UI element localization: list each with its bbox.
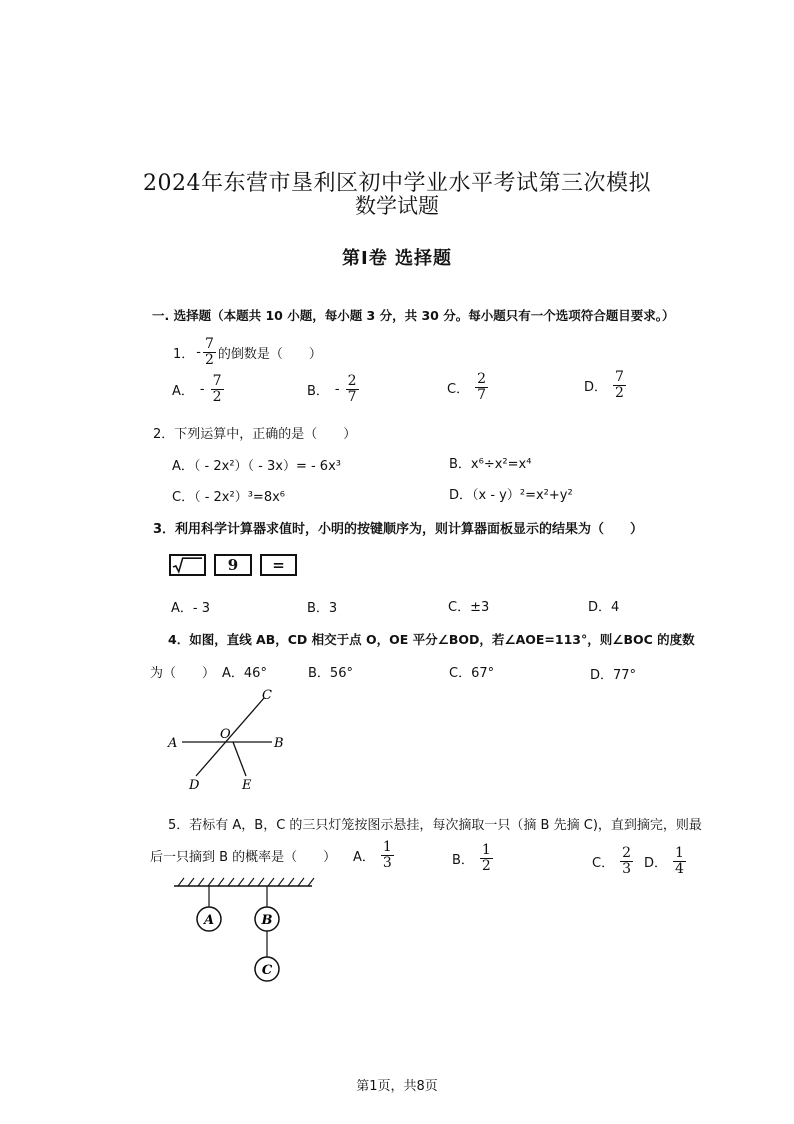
option-label: D．	[644, 855, 668, 871]
option-label: A．	[172, 383, 194, 399]
question-1-stem	[173, 337, 322, 367]
frac-num: 2	[622, 845, 631, 861]
option-label: B．	[452, 852, 474, 868]
q3-option-b[interactable]	[307, 597, 337, 616]
q4-option-a[interactable]	[222, 662, 267, 681]
option-text: - 3	[192, 601, 211, 616]
q4-option-d[interactable]	[590, 664, 636, 683]
option-fraction	[211, 374, 224, 404]
q5-option-d[interactable]	[644, 846, 686, 876]
q1-option-d[interactable]	[584, 370, 626, 400]
label-o: O	[220, 727, 231, 742]
option-sign: -	[199, 381, 205, 397]
q2-option-b[interactable]	[449, 453, 531, 472]
option-label: D．	[590, 668, 614, 683]
option-label: B．	[308, 666, 330, 681]
q4-option-b[interactable]	[308, 662, 353, 681]
frac-num: 1	[481, 842, 491, 858]
frac-den: 2	[615, 384, 624, 401]
label-a: A	[168, 736, 178, 751]
sqrt-key	[169, 554, 206, 576]
ceiling-hatch	[178, 878, 314, 886]
q1-stem-tail: 的倒数是（ ）	[217, 346, 322, 362]
lantern-a-label: A	[203, 913, 215, 928]
option-label: D．	[584, 379, 608, 395]
option-text: 4	[611, 600, 620, 615]
q1-option-c[interactable]	[447, 372, 488, 402]
question-2-stem: 2．下列运算中，正确的是（ ）	[153, 427, 357, 442]
frac-den: 4	[675, 860, 684, 877]
option-fraction	[475, 372, 488, 402]
ray-oe	[233, 742, 246, 776]
label-d: D	[189, 778, 200, 793]
frac-num: 2	[347, 373, 357, 389]
q5-option-a[interactable]	[353, 840, 394, 870]
question-3-stem: 3．利用科学计算器求值时，小明的按键顺序为，则计算器面板显示的结果为（ ）	[153, 522, 644, 537]
q4-option-c[interactable]	[449, 662, 494, 681]
frac-den: 2	[212, 388, 222, 405]
frac-den: 2	[481, 857, 491, 874]
option-fraction	[613, 370, 626, 400]
key-9: 9	[214, 554, 252, 576]
q1-fraction	[203, 337, 216, 367]
question-4-stem-2: 为（ ）	[150, 666, 216, 681]
section-title: 第Ⅰ卷 选择题	[342, 248, 452, 269]
option-fraction	[381, 840, 394, 870]
option-label: A．	[172, 459, 194, 474]
option-label: D．	[449, 488, 473, 503]
option-text: 56°	[329, 666, 353, 681]
option-label: C．	[449, 666, 472, 681]
q2-option-a[interactable]	[172, 455, 341, 474]
question-5-stem-2: 后一只摘到 B 的概率是（ ）	[150, 850, 337, 865]
frac-num: 7	[212, 373, 222, 389]
q3-option-d[interactable]	[588, 596, 619, 615]
q1-frac-num: 7	[204, 336, 214, 352]
page-footer: 第1页，共8页	[356, 1079, 438, 1094]
lantern-c-label: C	[261, 963, 273, 978]
option-label: C．	[447, 381, 470, 397]
frac-den: 7	[347, 388, 357, 405]
option-label: A．	[353, 849, 375, 865]
q1-frac-den: 2	[204, 351, 214, 368]
label-e: E	[242, 778, 252, 793]
option-label: B．	[307, 601, 329, 616]
q1-number: 1．	[173, 346, 195, 362]
option-text: （x - y）²=x²+y²	[472, 488, 573, 503]
q2-option-d[interactable]	[449, 484, 573, 503]
option-label: B．	[449, 457, 471, 472]
label-c: C	[262, 688, 272, 703]
frac-num: 7	[615, 369, 624, 385]
label-b: B	[274, 736, 284, 751]
frac-num: 1	[382, 839, 392, 855]
option-fraction	[480, 843, 493, 873]
option-fraction	[673, 846, 686, 876]
exam-title: 2024年东营市垦利区初中学业水平考试第三次模拟	[143, 171, 651, 196]
frac-num: 1	[675, 845, 684, 861]
option-text: 46°	[243, 666, 267, 681]
frac-den: 3	[382, 854, 392, 871]
option-fraction	[620, 846, 633, 876]
q5-lantern-figure	[168, 876, 328, 986]
q2-option-c[interactable]	[172, 486, 285, 505]
option-label: D．	[588, 600, 612, 615]
question-5-stem: 5．若标有 A，B，C 的三只灯笼按图示悬挂，每次摘取一只（摘 B 先摘 C)，直到摘完，则最	[168, 818, 702, 833]
option-text: （ - 2x²）（ - 3x）= - 6x³	[193, 459, 341, 474]
instructions: 一. 选择题（本题共 10 小题，每小题 3 分，共 30 分。每小题只有一个选项符合题目要求。）	[152, 308, 675, 323]
option-label: A．	[222, 666, 244, 681]
option-text: ±3	[470, 600, 490, 615]
option-label: A．	[171, 601, 193, 616]
q3-option-a[interactable]	[171, 597, 210, 616]
option-label: C．	[448, 600, 471, 615]
q1-option-b[interactable]	[307, 374, 359, 404]
frac-den: 7	[477, 386, 486, 403]
q1-option-a[interactable]	[172, 374, 224, 404]
sqrt-icon	[171, 556, 204, 574]
option-sign: -	[334, 381, 340, 397]
option-text: 3	[328, 601, 338, 616]
frac-den: 3	[622, 860, 631, 877]
option-text: 77°	[613, 668, 637, 683]
exam-subtitle: 数学试题	[355, 194, 439, 218]
option-label: B．	[307, 383, 329, 399]
question-4-stem: 4．如图，直线 AB，CD 相交于点 O，OE 平分∠BOD，若∠AOE=113°，则∠BOC 的度数	[168, 632, 695, 647]
option-label: C．	[172, 490, 195, 505]
lantern-b-label: B	[261, 913, 273, 928]
option-text: （ - 2x²）³=8x⁶	[194, 490, 285, 505]
q5-option-c[interactable]	[592, 846, 633, 876]
frac-num: 2	[477, 371, 486, 387]
option-text: x⁶÷x²=x⁴	[470, 457, 532, 472]
q1-neg: -	[196, 344, 201, 360]
key-equals: =	[260, 554, 297, 576]
q5-option-b[interactable]	[452, 843, 493, 873]
option-fraction	[346, 374, 359, 404]
q4-figure	[160, 688, 300, 794]
q3-option-c[interactable]	[448, 596, 489, 615]
option-text: 67°	[471, 666, 495, 681]
option-label: C．	[592, 855, 615, 871]
